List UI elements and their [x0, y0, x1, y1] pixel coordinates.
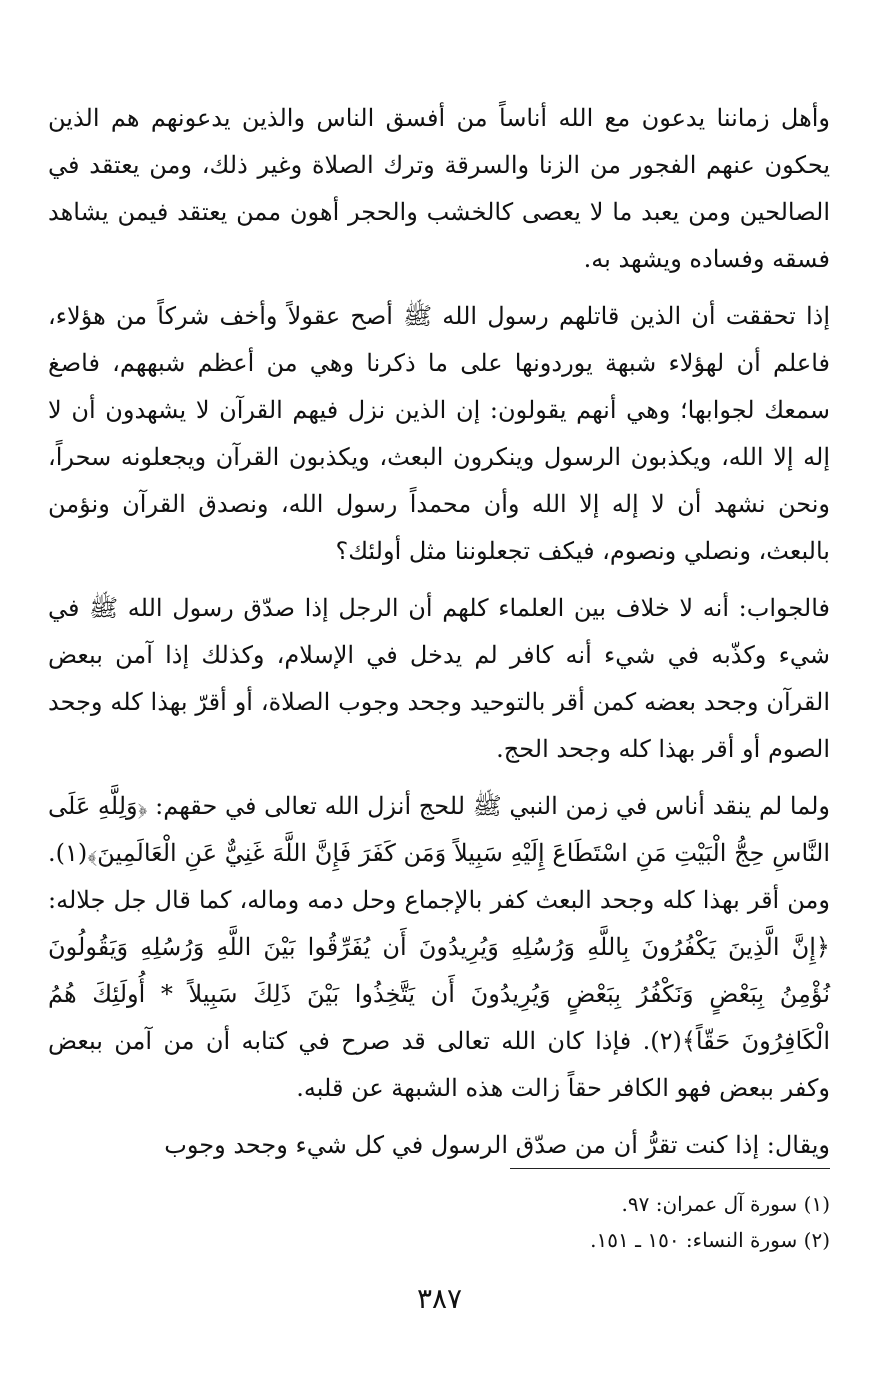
page-body [48, 95, 830, 1169]
footnote-divider [510, 1168, 830, 1169]
footnotes [590, 1186, 830, 1258]
paragraph-5: ويقال: إذا كنت تقرُّ أن من صدّق الرسول في كل شيء وجحد وجوب [164, 1131, 830, 1159]
paragraph-2: إذا تحققت أن الذين قاتلهم رسول الله ﷺ أصح عقولاً وأخف شركاً من هؤلاء، فاعلم أن لهؤلاء شبهة يوردونها على ما ذكرنا وهي من أعظم شبههم، فاصغ سمعك لجوابها؛ وهي أنهم يقولون: إن الذين نزل فيهم القرآن لا يشهدون أن لا إله إلا الله، ويكذبون الرسول وينكرون البعث، ويكذبون القرآن ويجعلونه سحراً، ونحن نشهد أن لا إله إلا الله وأن محمداً رسول الله، ونصدق القرآن ونؤمن بالبعث، ونصلي ونصوم، فيكف تجعلوننا مثل أولئك؟ [48, 302, 830, 565]
footnote-2: (٢) سورة النساء: ١٥٠ ـ ١٥١. [590, 1228, 830, 1252]
page-number: ٣٨٧ [416, 1282, 463, 1315]
footnote-1: (١) سورة آل عمران: ٩٧. [621, 1192, 830, 1216]
paragraph-4: ولما لم ينقد أناس في زمن النبي ﷺ للحج أنزل الله تعالى في حقهم: ﴿وَلِلَّهِ عَلَى النَّاسِ حِجُّ الْبَيْتِ مَنِ اسْتَطَاعَ إِلَيْهِ سَبِيلاً وَمَن كَفَرَ فَإِنَّ اللَّهَ غَنِيٌّ عَنِ الْعَالَمِينَ﴾(١). ومن أقر بهذا كله وجحد البعث كفر بالإجماع وحل دمه وماله، كما قال جل جلاله: ﴿إِنَّ الَّذِينَ يَكْفُرُونَ بِاللَّهِ وَرُسُلِهِ وَيُرِيدُونَ أَن يُفَرِّقُوا بَيْنَ اللَّهِ وَرُسُلِهِ وَيَقُولُونَ نُؤْمِنُ بِبَعْضٍ وَنَكْفُرُ بِبَعْضٍ وَيُرِيدُونَ أَن يَتَّخِذُوا بَيْنَ ذَلِكَ سَبِيلاً * أُولَئِكَ هُمُ الْكَافِرُونَ حَقّاً﴾(٢). فإذا كان الله تعالى قد صرح في كتابه أن من آمن ببعض وكفر ببعض فهو الكافر حقاً زالت هذه الشبهة عن قلبه. [48, 792, 831, 1102]
paragraph-1: وأهل زماننا يدعون مع الله أناساً من أفسق الناس والذين يدعونهم هم الذين يحكون عنهم الفجور من الزنا والسرقة وترك الصلاة وغير ذلك، ومن يعتقد في الصالحين ومن يعبد ما لا يعصى كالخشب والحجر أهون ممن يعتقد فيمن يشاهد فسقه وفساده ويشهد به. [48, 104, 830, 273]
paragraph-3: فالجواب: أنه لا خلاف بين العلماء كلهم أن الرجل إذا صدّق رسول الله ﷺ في شيء وكذّبه في شيء أنه كافر لم يدخل في الإسلام، وكذلك إذا آمن ببعض القرآن وجحد بعضه كمن أقر بالتوحيد وجحد وجوب الصلاة، أو أقرّ بهذا كله وجحد الصوم أو أقر بهذا كله وجحد الحج. [48, 594, 830, 763]
